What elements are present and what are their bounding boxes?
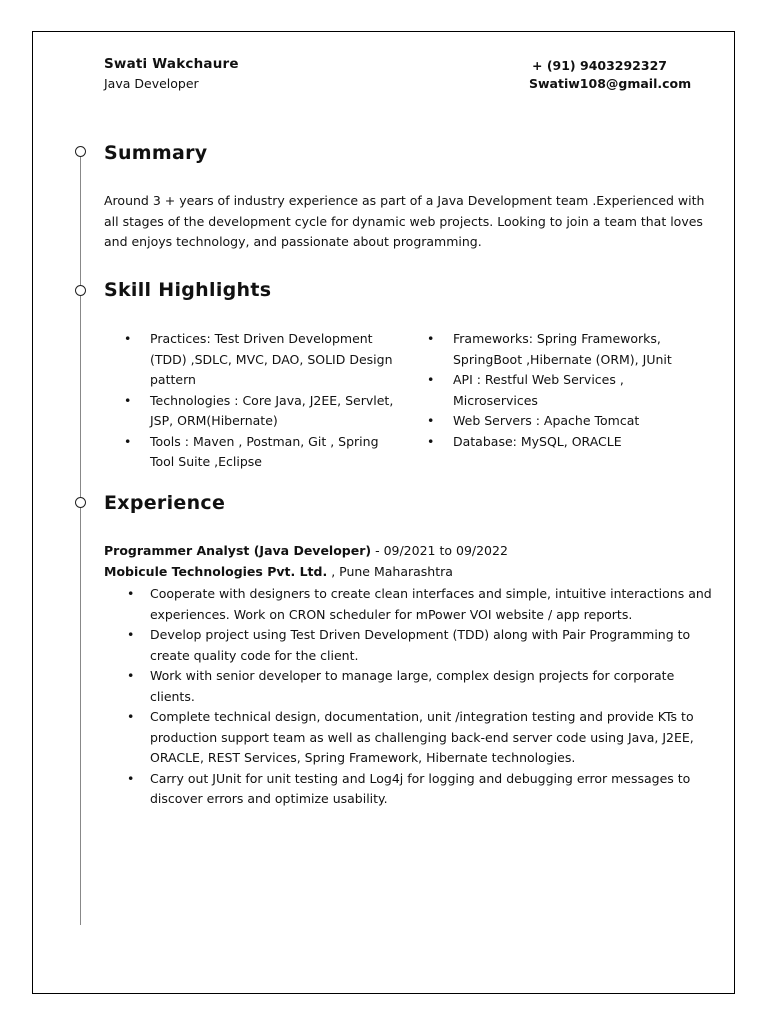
list-item: • Technologies : Core Java, J2EE, Servlet, JSP, ORM(Hibernate) (104, 391, 394, 432)
email-address: Swatiw108@gmail.com (529, 76, 692, 91)
candidate-title: Java Developer (104, 76, 199, 91)
phone-number: + (91) 9403292327 (532, 58, 667, 73)
summary-text: Around 3 + years of industry experience as part of a Java Development team .Experienced with all stages of the development cycle for dynamic web projects. Looking to join a team that loves and enjoys technology, and passionate about programming. (104, 193, 705, 249)
list-item: • Develop project using Test Driven Development (TDD) along with Pair Programming to create quality code for the client. (104, 625, 716, 666)
company-location: , Pune Maharashtra (327, 564, 453, 579)
summary-heading: Summary (104, 142, 208, 164)
job-dates: - 09/2021 to 09/2022 (371, 543, 508, 558)
list-item: • Tools : Maven , Postman, Git , Spring Tool Suite ,Eclipse (104, 432, 394, 473)
experience-circle-icon (75, 497, 86, 508)
list-item: • Frameworks: Spring Frameworks, SpringBoot ,Hibernate (ORM), JUnit (407, 329, 697, 370)
experience-heading: Experience (104, 492, 226, 514)
list-item: • Cooperate with designers to create clean interfaces and simple, intuitive interactions and experiences. Work on CRON scheduler for mPower VOI website / app reports. (104, 584, 716, 625)
summary-circle-icon (75, 146, 86, 157)
skills-circle-icon (75, 285, 86, 296)
job-title-line (104, 543, 508, 558)
list-item: • Database: MySQL, ORACLE (407, 432, 697, 453)
list-item: • Practices: Test Driven Development (TDD) ,SDLC, MVC, DAO, SOLID Design pattern (104, 329, 394, 391)
company-name: Mobicule Technologies Pvt. Ltd. (104, 564, 328, 579)
candidate-name: Swati Wakchaure (104, 56, 239, 72)
list-item: • Complete technical design, documentation, unit /integration testing and provide KTs to production support team as well as challenging back-end server code using Java, J2EE, ORACLE, REST Services, Spring Framework, Hibernate technologies. (104, 707, 716, 769)
skills-right-list (407, 329, 697, 452)
timeline-line (80, 152, 81, 925)
skills-heading: Skill Highlights (104, 279, 272, 301)
list-item: • Carry out JUnit for unit testing and Log4j for logging and debugging error messages to discover errors and optimize usability. (104, 769, 716, 810)
list-item: • Work with senior developer to manage large, complex design projects for corporate clients. (104, 666, 716, 707)
company-line (104, 564, 453, 579)
list-item: • Web Servers : Apache Tomcat (407, 411, 697, 432)
job-role: Programmer Analyst (Java Developer) (104, 543, 372, 558)
list-item: • API : Restful Web Services , Microservices (407, 370, 697, 411)
experience-bullets (104, 584, 716, 810)
skills-left-list (104, 329, 394, 473)
